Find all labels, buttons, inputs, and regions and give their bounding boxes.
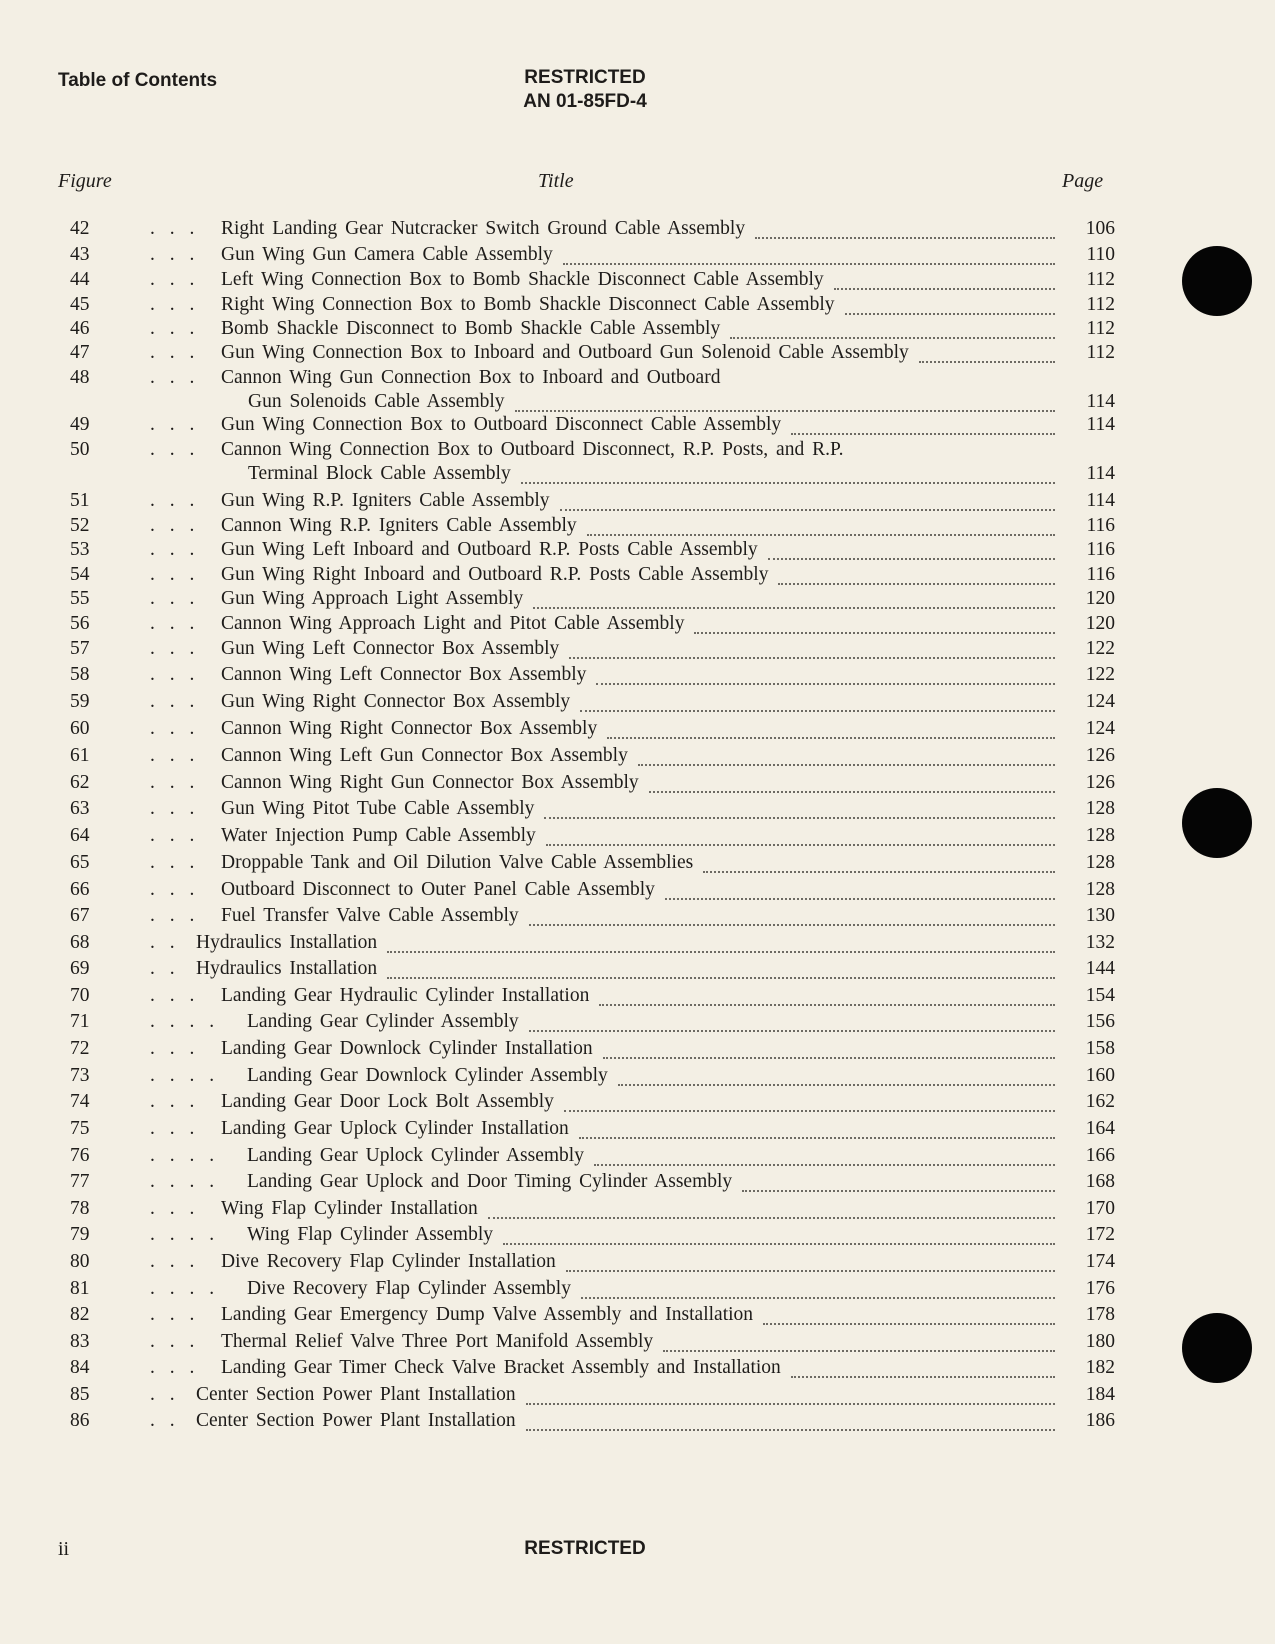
toc-row-continuation: [0, 461, 1275, 487]
entry-title: Gun Wing Gun Camera Cable Assembly: [221, 244, 553, 265]
dot-leader: [730, 325, 1055, 339]
indent-leader: . . .: [150, 1091, 200, 1112]
document-number: AN 01-85FD-4: [523, 91, 647, 112]
figure-number: 52: [70, 515, 90, 536]
toc-row: [0, 956, 1275, 982]
figure-number: 54: [70, 564, 90, 585]
entry-title: Landing Gear Hydraulic Cylinder Installation: [221, 985, 590, 1006]
page-number-ref: 112: [1086, 294, 1115, 315]
page-number-ref: 166: [1085, 1145, 1115, 1166]
dot-leader: [742, 1178, 1055, 1192]
entry-title-continuation: Terminal Block Cable Assembly: [248, 463, 511, 484]
figure-number: 53: [70, 539, 90, 560]
page-number-ref: 126: [1085, 772, 1115, 793]
figure-number: 78: [70, 1198, 90, 1219]
page-number-ref: 144: [1085, 958, 1115, 979]
entry-title: Gun Wing Approach Light Assembly: [221, 588, 524, 609]
dot-leader: [581, 1285, 1055, 1299]
toc-row: [0, 1063, 1275, 1089]
dot-leader: [521, 470, 1055, 484]
figure-number: 80: [70, 1251, 90, 1272]
page-number-ref: 110: [1086, 244, 1115, 265]
entry-title: Gun Wing Connection Box to Inboard and Outboard Gun Solenoid Cable Assembly: [221, 342, 909, 363]
figure-number: 77: [70, 1171, 90, 1192]
entry-title: Center Section Power Plant Installation: [196, 1384, 516, 1405]
entry-title: Right Landing Gear Nutcracker Switch Ground Cable Assembly: [221, 218, 746, 239]
page-number-ref: 128: [1085, 825, 1115, 846]
page-number-ref: 176: [1085, 1278, 1115, 1299]
entry-title: Landing Gear Door Lock Bolt Assembly: [221, 1091, 554, 1112]
dot-leader: [791, 421, 1055, 435]
page-number-ref: 172: [1085, 1224, 1115, 1245]
dot-leader: [503, 1231, 1055, 1245]
entry-title: Gun Wing Left Inboard and Outboard R.P. Posts Cable Assembly: [221, 539, 758, 560]
page-number-ref: 162: [1085, 1091, 1115, 1112]
page-number-ref: 122: [1085, 638, 1115, 659]
figure-number: 62: [70, 772, 90, 793]
indent-leader: . . .: [150, 772, 200, 793]
figure-number: 64: [70, 825, 90, 846]
entry-title: Landing Gear Uplock and Door Timing Cylinder Assembly: [247, 1171, 733, 1192]
page-number-ref: 126: [1085, 745, 1115, 766]
figure-number: 66: [70, 879, 90, 900]
indent-leader: . . .: [150, 539, 200, 560]
figure-number: 82: [70, 1304, 90, 1325]
dot-leader: [515, 398, 1055, 412]
toc-row: [0, 689, 1275, 715]
page-number-ref: 168: [1085, 1171, 1115, 1192]
dot-leader: [768, 546, 1055, 560]
indent-leader: . .: [150, 958, 180, 979]
entry-title: Gun Wing Right Connector Box Assembly: [221, 691, 571, 712]
toc-row: [0, 365, 1275, 391]
indent-leader: . . .: [150, 342, 200, 363]
page-number-ref: 114: [1086, 463, 1115, 484]
entry-title: Cannon Wing R.P. Igniters Cable Assembly: [221, 515, 577, 536]
page-number-ref: 112: [1086, 342, 1115, 363]
column-header-title: Title: [538, 170, 574, 192]
page-number-ref: 160: [1085, 1065, 1115, 1086]
indent-leader: . . . .: [150, 1011, 220, 1032]
dot-leader: [529, 912, 1055, 926]
toc-row: [0, 537, 1275, 563]
figure-number: 74: [70, 1091, 90, 1112]
indent-leader: . . .: [150, 490, 200, 511]
dot-leader: [665, 886, 1055, 900]
indent-leader: . . .: [150, 852, 200, 873]
dot-leader: [564, 1098, 1055, 1112]
figure-number: 48: [70, 367, 90, 388]
page-number: ii: [58, 1538, 70, 1560]
page-number-ref: 120: [1085, 613, 1115, 634]
dot-leader: [663, 1338, 1055, 1352]
binder-hole: [1182, 246, 1252, 316]
figure-number: 76: [70, 1145, 90, 1166]
indent-leader: . . .: [150, 798, 200, 819]
page-number-ref: 116: [1086, 515, 1115, 536]
entry-title: Gun Wing Connection Box to Outboard Disconnect Cable Assembly: [221, 414, 782, 435]
entry-title: Dive Recovery Flap Cylinder Installation: [221, 1251, 556, 1272]
toc-row: [0, 716, 1275, 742]
page-number-ref: 128: [1085, 798, 1115, 819]
indent-leader: . . . .: [150, 1171, 220, 1192]
figure-number: 61: [70, 745, 90, 766]
figure-number: 46: [70, 318, 90, 339]
figure-number: 56: [70, 613, 90, 634]
indent-leader: . .: [150, 1384, 180, 1405]
page-number-ref: 114: [1086, 414, 1115, 435]
dot-leader: [791, 1364, 1055, 1378]
toc-row: [0, 983, 1275, 1009]
indent-leader: . . .: [150, 218, 200, 239]
dot-leader: [649, 779, 1055, 793]
indent-leader: . . .: [150, 1198, 200, 1219]
figure-number: 72: [70, 1038, 90, 1059]
indent-leader: . . .: [150, 1357, 200, 1378]
toc-row: [0, 743, 1275, 769]
toc-row: [0, 1116, 1275, 1142]
dot-leader: [580, 698, 1055, 712]
entry-title: Bomb Shackle Disconnect to Bomb Shackle Cable Assembly: [221, 318, 721, 339]
page-number-ref: 122: [1085, 664, 1115, 685]
indent-leader: . . .: [150, 879, 200, 900]
indent-leader: . . .: [150, 1304, 200, 1325]
entry-title: Wing Flap Cylinder Assembly: [247, 1224, 493, 1245]
figure-number: 47: [70, 342, 90, 363]
toc-row: [0, 1329, 1275, 1355]
indent-leader: . . .: [150, 1251, 200, 1272]
dot-leader: [703, 859, 1055, 873]
figure-number: 65: [70, 852, 90, 873]
entry-title: Gun Wing Right Inboard and Outboard R.P. Posts Cable Assembly: [221, 564, 769, 585]
dot-leader: [587, 522, 1055, 536]
toc-row: [0, 1382, 1275, 1408]
toc-row: [0, 930, 1275, 956]
toc-row: [0, 1089, 1275, 1115]
entry-title: Cannon Wing Left Connector Box Assembly: [221, 664, 587, 685]
page-number-ref: 156: [1085, 1011, 1115, 1032]
toc-row: [0, 903, 1275, 929]
page-number-ref: 116: [1086, 539, 1115, 560]
indent-leader: . . .: [150, 745, 200, 766]
figure-number: 67: [70, 905, 90, 926]
figure-number: 70: [70, 985, 90, 1006]
entry-title: Water Injection Pump Cable Assembly: [221, 825, 536, 846]
page-number-ref: 128: [1085, 852, 1115, 873]
entry-title: Landing Gear Uplock Cylinder Assembly: [247, 1145, 584, 1166]
indent-leader: . .: [150, 1410, 180, 1431]
entry-title: Gun Wing Pitot Tube Cable Assembly: [221, 798, 535, 819]
entry-title: Cannon Wing Left Gun Connector Box Assembly: [221, 745, 628, 766]
indent-leader: . . .: [150, 367, 200, 388]
page-number-ref: 180: [1085, 1331, 1115, 1352]
figure-number: 68: [70, 932, 90, 953]
dot-leader: [526, 1417, 1055, 1431]
toc-row: [0, 770, 1275, 796]
entry-title: Wing Flap Cylinder Installation: [221, 1198, 478, 1219]
indent-leader: . . .: [150, 613, 200, 634]
page-number-ref: 174: [1085, 1251, 1115, 1272]
figure-number: 75: [70, 1118, 90, 1139]
page-number-ref: 184: [1085, 1384, 1115, 1405]
entry-title: Landing Gear Uplock Cylinder Installation: [221, 1118, 569, 1139]
page-number-ref: 112: [1086, 269, 1115, 290]
page-number-ref: 154: [1085, 985, 1115, 1006]
entry-title: Landing Gear Timer Check Valve Bracket Assembly and Installation: [221, 1357, 781, 1378]
page-number-ref: 186: [1085, 1410, 1115, 1431]
entry-title: Hydraulics Installation: [196, 958, 378, 979]
figure-number: 59: [70, 691, 90, 712]
indent-leader: . . . .: [150, 1065, 220, 1086]
dot-leader: [569, 645, 1055, 659]
classification-label: RESTRICTED: [524, 67, 646, 88]
toc-row: [0, 662, 1275, 688]
dot-leader: [596, 671, 1055, 685]
section-label: Table of Contents: [58, 70, 218, 91]
page-number-ref: 114: [1086, 490, 1115, 511]
figure-number: 73: [70, 1065, 90, 1086]
figure-number: 58: [70, 664, 90, 685]
entry-title: Landing Gear Cylinder Assembly: [247, 1011, 519, 1032]
binder-hole: [1182, 1313, 1252, 1383]
dot-leader: [488, 1205, 1055, 1219]
entry-title: Cannon Wing Connection Box to Outboard Disconnect, R.P. Posts, and R.P.: [221, 439, 844, 460]
indent-leader: . . .: [150, 985, 200, 1006]
dot-leader: [533, 595, 1055, 609]
toc-row: [0, 1355, 1275, 1381]
dot-leader: [834, 276, 1055, 290]
toc-row: [0, 586, 1275, 612]
entry-title: Cannon Wing Approach Light and Pitot Cable Assembly: [221, 613, 685, 634]
indent-leader: . . .: [150, 691, 200, 712]
figure-number: 85: [70, 1384, 90, 1405]
toc-row: [0, 242, 1275, 268]
binder-hole: [1182, 788, 1252, 858]
dot-leader: [755, 225, 1055, 239]
figure-number: 84: [70, 1357, 90, 1378]
indent-leader: . .: [150, 932, 180, 953]
indent-leader: . . .: [150, 825, 200, 846]
column-header-figure: Figure: [58, 170, 112, 192]
indent-leader: . . . .: [150, 1224, 220, 1245]
entry-title: Landing Gear Downlock Cylinder Installation: [221, 1038, 593, 1059]
figure-number: 86: [70, 1410, 90, 1431]
toc-row: [0, 340, 1275, 366]
toc-row: [0, 636, 1275, 662]
indent-leader: . . .: [150, 664, 200, 685]
entry-title: Hydraulics Installation: [196, 932, 378, 953]
figure-number: 63: [70, 798, 90, 819]
dot-leader: [387, 939, 1055, 953]
dot-leader: [387, 965, 1055, 979]
dot-leader: [546, 832, 1055, 846]
figure-number: 71: [70, 1011, 90, 1032]
indent-leader: . . .: [150, 564, 200, 585]
toc-row: [0, 823, 1275, 849]
page-number-ref: 114: [1086, 391, 1115, 412]
figure-number: 83: [70, 1331, 90, 1352]
dot-leader: [579, 1125, 1055, 1139]
toc-row: [0, 488, 1275, 514]
toc-row: [0, 1302, 1275, 1328]
figure-number: 79: [70, 1224, 90, 1245]
entry-title: Right Wing Connection Box to Bomb Shackle Disconnect Cable Assembly: [221, 294, 835, 315]
toc-row: [0, 412, 1275, 438]
entry-title: Gun Wing R.P. Igniters Cable Assembly: [221, 490, 550, 511]
entry-title: Gun Wing Left Connector Box Assembly: [221, 638, 560, 659]
indent-leader: . . .: [150, 1331, 200, 1352]
toc-row: [0, 850, 1275, 876]
figure-number: 45: [70, 294, 90, 315]
toc-row: [0, 1276, 1275, 1302]
footer-classification: RESTRICTED: [524, 1538, 646, 1559]
figure-number: 60: [70, 718, 90, 739]
page-number-ref: 128: [1085, 879, 1115, 900]
page-number-ref: 112: [1086, 318, 1115, 339]
page-number-ref: 120: [1085, 588, 1115, 609]
figure-number: 43: [70, 244, 90, 265]
entry-title: Thermal Relief Valve Three Port Manifold Assembly: [221, 1331, 654, 1352]
indent-leader: . . . .: [150, 1278, 220, 1299]
dot-leader: [919, 349, 1055, 363]
dot-leader: [560, 497, 1055, 511]
figure-number: 55: [70, 588, 90, 609]
indent-leader: . . .: [150, 638, 200, 659]
entry-title: Dive Recovery Flap Cylinder Assembly: [247, 1278, 571, 1299]
column-header-page: Page: [1062, 170, 1104, 192]
toc-row: [0, 292, 1275, 318]
figure-number: 51: [70, 490, 90, 511]
entry-title: Left Wing Connection Box to Bomb Shackle Disconnect Cable Assembly: [221, 269, 824, 290]
entry-title: Center Section Power Plant Installation: [196, 1410, 516, 1431]
toc-row: [0, 1036, 1275, 1062]
figure-number: 42: [70, 218, 90, 239]
toc-row: [0, 562, 1275, 588]
toc-row: [0, 1408, 1275, 1434]
indent-leader: . . .: [150, 1118, 200, 1139]
indent-leader: . . . .: [150, 1145, 220, 1166]
page-number-ref: 106: [1085, 218, 1115, 239]
dot-leader: [594, 1152, 1055, 1166]
toc-row: [0, 611, 1275, 637]
indent-leader: . . .: [150, 588, 200, 609]
toc-row: [0, 267, 1275, 293]
figure-number: 57: [70, 638, 90, 659]
entry-title: Landing Gear Emergency Dump Valve Assembly and Installation: [221, 1304, 754, 1325]
toc-row: [0, 1143, 1275, 1169]
indent-leader: . . .: [150, 414, 200, 435]
toc-row: [0, 316, 1275, 342]
toc-row: [0, 1249, 1275, 1275]
page-number-ref: 124: [1085, 718, 1115, 739]
dot-leader: [618, 1072, 1055, 1086]
entry-title: Landing Gear Downlock Cylinder Assembly: [247, 1065, 608, 1086]
entry-title: Cannon Wing Right Gun Connector Box Assembly: [221, 772, 639, 793]
indent-leader: . . .: [150, 269, 200, 290]
page-number-ref: 130: [1085, 905, 1115, 926]
page-number-ref: 170: [1085, 1198, 1115, 1219]
dot-leader: [526, 1391, 1055, 1405]
toc-row: [0, 216, 1275, 242]
indent-leader: . . .: [150, 905, 200, 926]
indent-leader: . . .: [150, 439, 200, 460]
toc-row: [0, 877, 1275, 903]
toc-row: [0, 513, 1275, 539]
page-number-ref: 124: [1085, 691, 1115, 712]
indent-leader: . . .: [150, 1038, 200, 1059]
page-number-ref: 158: [1085, 1038, 1115, 1059]
entry-title: Cannon Wing Gun Connection Box to Inboard and Outboard: [221, 367, 721, 388]
dot-leader: [563, 251, 1055, 265]
dot-leader: [599, 992, 1055, 1006]
toc-row: [0, 1222, 1275, 1248]
entry-title-continuation: Gun Solenoids Cable Assembly: [248, 391, 505, 412]
entry-title: Fuel Transfer Valve Cable Assembly: [221, 905, 519, 926]
page-number-ref: 164: [1085, 1118, 1115, 1139]
dot-leader: [694, 620, 1055, 634]
toc-row: [0, 1169, 1275, 1195]
dot-leader: [529, 1018, 1055, 1032]
page-number-ref: 182: [1085, 1357, 1115, 1378]
toc-row: [0, 1009, 1275, 1035]
figure-number: 49: [70, 414, 90, 435]
page-number-ref: 178: [1085, 1304, 1115, 1325]
toc-row: [0, 437, 1275, 463]
entry-title: Droppable Tank and Oil Dilution Valve Cable Assemblies: [221, 852, 694, 873]
dot-leader: [603, 1045, 1055, 1059]
dot-leader: [845, 301, 1055, 315]
figure-number: 69: [70, 958, 90, 979]
toc-row: [0, 1196, 1275, 1222]
indent-leader: . . .: [150, 718, 200, 739]
figure-number: 50: [70, 439, 90, 460]
indent-leader: . . .: [150, 515, 200, 536]
toc-row: [0, 796, 1275, 822]
figure-number: 81: [70, 1278, 90, 1299]
page-number-ref: 116: [1086, 564, 1115, 585]
dot-leader: [607, 725, 1055, 739]
entry-title: Outboard Disconnect to Outer Panel Cable Assembly: [221, 879, 655, 900]
dot-leader: [638, 752, 1055, 766]
page-number-ref: 132: [1085, 932, 1115, 953]
indent-leader: . . .: [150, 244, 200, 265]
dot-leader: [544, 805, 1055, 819]
indent-leader: . . .: [150, 294, 200, 315]
entry-title: Cannon Wing Right Connector Box Assembly: [221, 718, 598, 739]
dot-leader: [763, 1311, 1055, 1325]
dot-leader: [566, 1258, 1055, 1272]
figure-number: 44: [70, 269, 90, 290]
indent-leader: . . .: [150, 318, 200, 339]
dot-leader: [778, 571, 1055, 585]
